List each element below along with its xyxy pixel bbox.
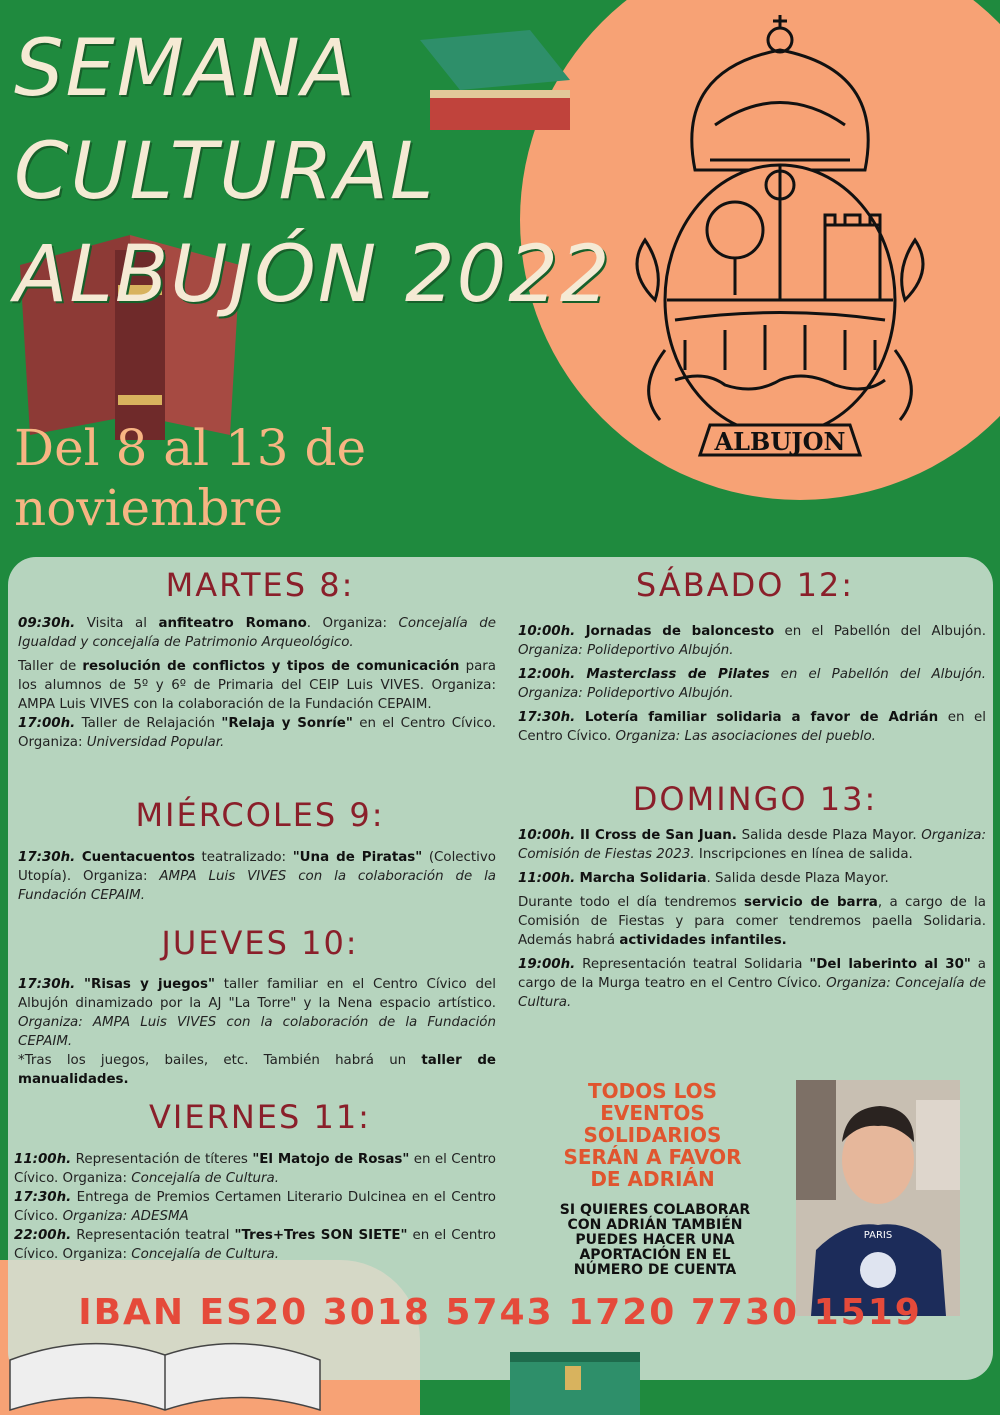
dates-line-2: noviembre bbox=[14, 479, 284, 537]
sabado-event-1: 10:00h. Jornadas de baloncesto en el Pabellón del Albujón. Organiza: Polideportivo Albujón. bbox=[518, 624, 986, 658]
sabado-events bbox=[518, 622, 986, 751]
domingo-event-3: Durante todo el día tendremos servicio de barra, a cargo de la Comisión de Fiestas y para comer tendremos paella Solidaria. Además habrá actividades infantiles. bbox=[518, 895, 986, 948]
crest-banner-text: ALBUJON bbox=[714, 427, 846, 456]
martes-event-3: 17:00h. Taller de Relajación "Relaja y Sonríe" en el Centro Cívico. Organiza: Universidad Popular. bbox=[18, 716, 497, 750]
viernes-event-3: 22:00h. Representación teatral "Tres+Tres SON SIETE" en el Centro Cívico. Organiza: Concejalía de Cultura. bbox=[14, 1228, 496, 1262]
sabado-event-2: 12:00h. Masterclass de Pilates en el Pabellón del Albujón. Organiza: Polideportivo Albujón. bbox=[518, 667, 986, 701]
day-heading-jueves: JUEVES 10: bbox=[161, 924, 359, 962]
domingo-event-1: 10:00h. II Cross de San Juan. Salida desde Plaza Mayor. Organiza: Comisión de Fiestas 2023. Inscripciones en línea de salida. bbox=[518, 828, 986, 862]
bottom-book-illustration bbox=[510, 1352, 640, 1415]
collaborate-line-5: NÚMERO DE CUENTA bbox=[573, 1262, 737, 1278]
day-heading-viernes: VIERNES 11: bbox=[149, 1098, 371, 1136]
miercoles-event-1: 17:30h. Cuentacuentos teatralizado: "Una de Piratas" (Colectivo Utopía). Organiza: AMPA Luis VIVES con la colaboración de la Fundación CEPAIM. bbox=[18, 850, 496, 903]
collaborate-line-4: APORTACIÓN EN EL bbox=[579, 1247, 731, 1263]
albujon-coat-of-arms bbox=[615, 10, 945, 490]
title-line-1: SEMANA bbox=[14, 24, 358, 114]
collaborate-line-2: CON ADRIÁN TAMBIÉN bbox=[567, 1217, 743, 1233]
collaborate-message bbox=[520, 1203, 790, 1278]
title-line-2: CULTURAL bbox=[14, 127, 436, 217]
solidarity-line-2: EVENTOS bbox=[600, 1101, 705, 1125]
viernes-event-2: 17:30h. Entrega de Premios Certamen Literario Dulcinea en el Centro Cívico. Organiza: ADESMA bbox=[14, 1190, 496, 1224]
solidarity-message bbox=[520, 1080, 785, 1190]
martes-events bbox=[18, 614, 496, 757]
solidarity-line-3: SOLIDARIOS bbox=[583, 1123, 722, 1147]
event-dates bbox=[14, 418, 514, 538]
jueves-event-1: 17:30h. "Risas y juegos" taller familiar en el Centro Cívico del Albujón dinamizado por la AJ "La Torre" y la Nena espacio artístico. Organiza: AMPA Luis VIVES con la colaboración de la Fundación CEPAIM. bbox=[18, 977, 496, 1049]
martes-event-2: Taller de resolución de conflictos y tipos de comunicación para los alumnos de 5º y 6º de Primaria del CEIP Luis VIVES. Organiza: AMPA Luis VIVES con la colaboración de la Fundación CEPAIM. bbox=[18, 659, 496, 712]
title-line-3: ALBUJÓN 2022 bbox=[14, 230, 612, 320]
solidarity-line-5: DE ADRIÁN bbox=[590, 1167, 715, 1191]
domingo-event-2: 11:00h. Marcha Solidaria. Salida desde Plaza Mayor. bbox=[518, 871, 889, 886]
day-heading-sabado: SÁBADO 12: bbox=[635, 566, 855, 604]
day-heading-martes: MARTES 8: bbox=[165, 566, 355, 604]
solidarity-line-1: TODOS LOS bbox=[587, 1079, 718, 1103]
day-heading-domingo: DOMINGO 13: bbox=[632, 780, 878, 818]
sabado-event-3: 17:30h. Lotería familiar solidaria a favor de Adrián en el Centro Cívico. Organiza: Las asociaciones del pueblo. bbox=[518, 710, 986, 744]
jueves-event-2: *Tras los juegos, bailes, etc. También habrá un taller de manualidades. bbox=[18, 1053, 496, 1087]
iban-number: IBAN ES20 3018 5743 1720 7730 1519 bbox=[78, 1292, 922, 1333]
miercoles-events bbox=[18, 848, 496, 910]
collaborate-line-1: SI QUIERES COLABORAR bbox=[559, 1202, 751, 1218]
domingo-event-4: 19:00h. Representación teatral Solidaria "Del laberinto al 30" a cargo de la Murga teatro en el Centro Cívico. Organiza: Concejalía de Cultura. bbox=[518, 957, 987, 1010]
dates-line-1: Del 8 al 13 de bbox=[14, 419, 367, 477]
domingo-events bbox=[518, 826, 986, 1017]
martes-event-1: 09:30h. Visita al anfiteatro Romano. Organiza: Concejalía de Igualdad y concejalía de Patrimonio Arqueológico. bbox=[18, 616, 496, 650]
page-title bbox=[14, 18, 614, 327]
viernes-event-1: 11:00h. Representación de títeres "El Matojo de Rosas" en el Centro Cívico. Organiza: Concejalía de Cultura. bbox=[14, 1152, 496, 1186]
collaborate-line-3: PUEDES HACER UNA bbox=[575, 1232, 735, 1248]
adrian-photo bbox=[796, 1080, 960, 1316]
shirt-text: PARIS bbox=[863, 1230, 893, 1241]
viernes-events bbox=[14, 1150, 496, 1269]
day-heading-miercoles: MIÉRCOLES 9: bbox=[135, 796, 385, 834]
solidarity-line-4: SERÁN A FAVOR bbox=[563, 1145, 742, 1169]
jueves-events bbox=[18, 975, 496, 1094]
